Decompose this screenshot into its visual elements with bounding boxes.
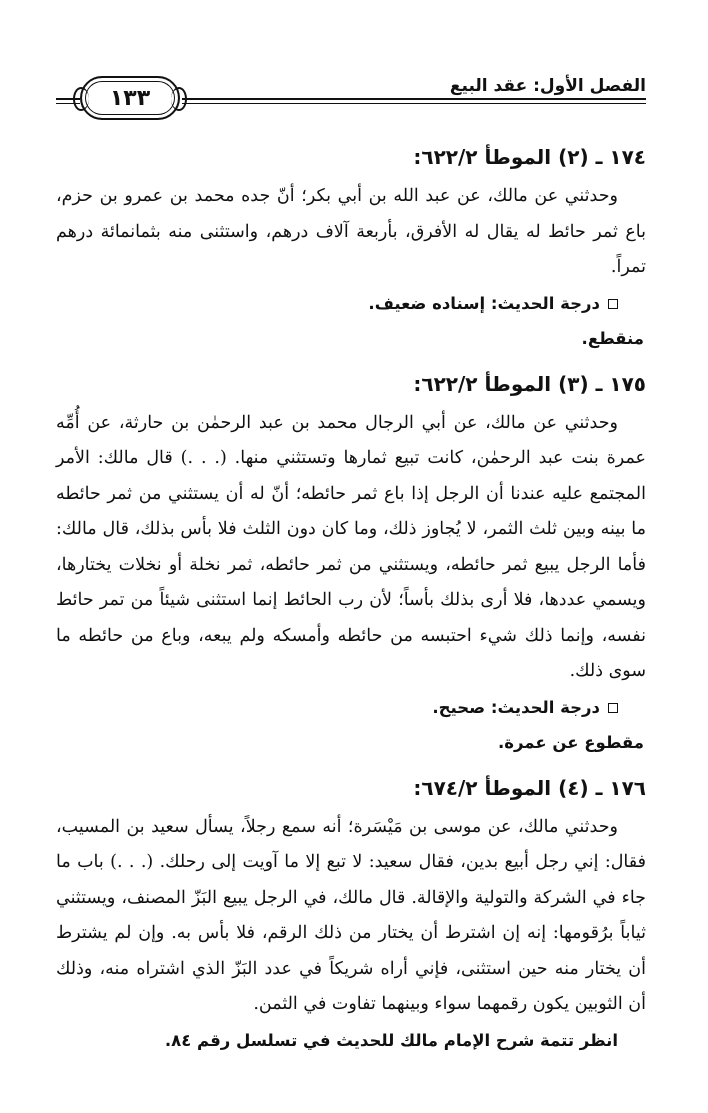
page-number: ١٣٣	[109, 85, 151, 111]
square-bullet-icon	[608, 703, 618, 713]
entry-heading: ١٧٥ ـ (٣) الموطأ ٦٢٢/٢:	[413, 371, 646, 396]
hadith-entry-174	[56, 138, 646, 357]
hadith-entry-176	[56, 769, 646, 1059]
page-header	[56, 62, 646, 118]
entry-text: وحدثني مالك، عن موسى بن مَيْسَرة؛ أنه سمع رجلاً، يسأل سعيد بن المسيب، فقال: إني رجل أبيع بدين، فقال سعيد: لا تبع إلا ما آويت إلى رحلك. (. . .) باب ما جاء في الشركة والتولية والإقالة. قال مالك، في الرجل يبيع البَزّ المصنف، ويستثني ثياباً برُقومها: إنه إن اشترط أن يختار من ذلك الرقم، فلا بأس به. وإن لم يشترط أن يختار منه حين استثنى، فإني أراه شريكاً في عدد البَزّ الذي اشتراه منه، وذلك أن الثوبين يكون رقمهما سواء وبينهما تفاوت في الثمن.	[56, 816, 646, 1014]
hadith-grade-text: درجة الحديث: صحيح.	[432, 697, 600, 717]
hadith-grade	[56, 690, 646, 726]
entry-heading: ١٧٤ ـ (٢) الموطأ ٦٢٢/٢:	[413, 145, 646, 169]
square-bullet-icon	[608, 299, 618, 309]
ornament-left-icon	[73, 87, 89, 111]
hadith-note: مقطوع عن عمرة.	[498, 733, 644, 752]
entry-heading: ١٧٦ ـ (٤) الموطأ ٦٧٤/٢:	[413, 775, 646, 800]
running-title: الفصل الأول: عقد البيع	[449, 76, 646, 96]
hadith-grade	[56, 286, 646, 322]
header-rule	[182, 98, 646, 100]
page-content	[56, 130, 646, 1058]
hadith-grade-text: درجة الحديث: إسناده ضعيف.	[368, 293, 600, 313]
header-rule-thin	[182, 103, 646, 104]
ornament-right-icon	[171, 87, 187, 111]
page-number-badge	[80, 76, 180, 120]
hadith-note: منقطع.	[581, 329, 644, 348]
entry-text: وحدثني عن مالك، عن عبد الله بن أبي بكر؛ أنّ جده محمد بن عمرو بن حزم، باع ثمر حائط له يقال له الأفرق، بأربعة آلاف درهم، واستثنى منه بثمانمائة درهم تمراً.	[56, 186, 646, 277]
cross-reference-note: انظر تتمة شرح الإمام مالك للحديث في تسلسل رقم ٨٤.	[164, 1030, 618, 1050]
entry-text: وحدثني عن مالك، عن أبي الرجال محمد بن عبد الرحمٰن بن حارثة، عن أُمِّه عمرة بنت عبد الرحمٰن، كانت تبيع ثمارها وتستثني منها. (. . .) قال مالك: الأمر المجتمع عليه عندنا أن الرجل إذا باع ثمر حائطه؛ أنّ له أن يستثني من ثمر حائطه ما بينه وبين ثلث الثمر، لا يُجاوز ذلك، وما كان دون الثلث فلا بأس بذلك، قال مالك: فأما الرجل يبيع ثمر حائطه، ويستثني من ثمر حائطه، ثمر نخلة أو نخلات يختارها، ويسمي عددها، فلا أرى بذلك بأساً؛ لأن رب الحائط إنما استثنى شيئاً من تمر حائط نفسه، وإنما ذلك شيء احتبسه من حائطه وأمسكه ولم يبعه، وباع من حائطه ما سوى ذلك.	[56, 412, 646, 681]
hadith-entry-175	[56, 365, 646, 761]
